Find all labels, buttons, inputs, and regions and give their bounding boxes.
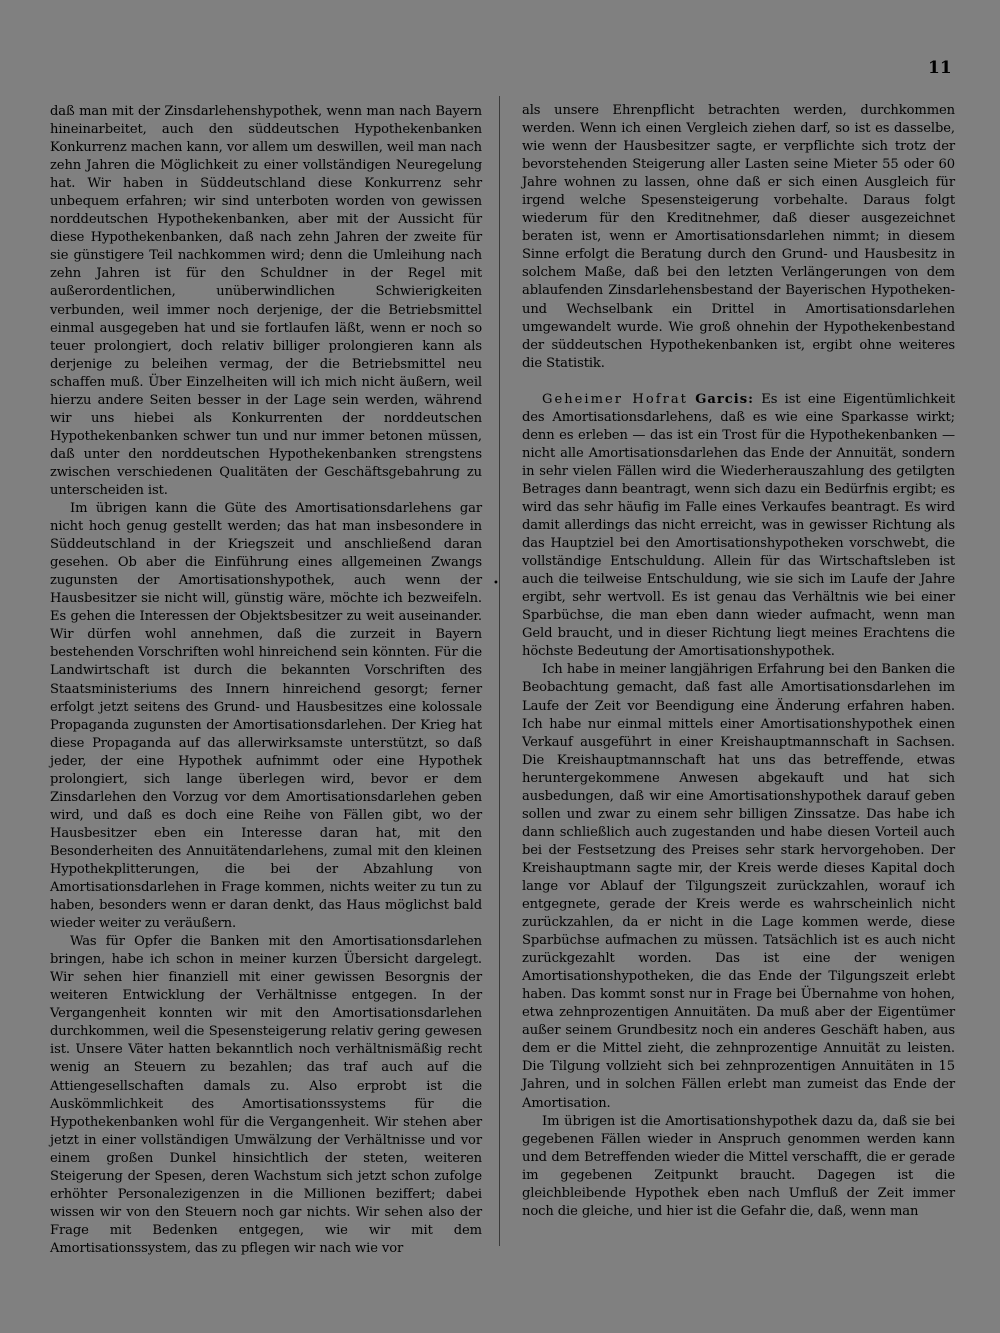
paragraph: Im übrigen kann die Güte des Amortisationsdarlehens gar nicht hoch genug gestellt werden; das hat man insbesondere in Süddeutschland in der Kriegszeit und anschließend daran gesehen. Ob aber die Einführung eines allgemeinen Zwangs zugunsten der Amortisationshypothek, auch wenn der Hausbesitzer sie nicht will, günstig wäre, möchte ich bezweifeln. Es gehen die Interessen der Objektsbesitzer zu weit auseinander. Wir dürfen wohl annehmen, daß die zurzeit in Bayern bestehenden Vorschriften wohl hinreichend sein könnten. Für die Landwirtschaft ist durch die bekannten Vorschriften des Staatsministeriums des Innern hinreichend gesorgt; ferner erfolgt jetzt seitens des Grund- und Hausbesitzes eine kolossale Propaganda zugunsten der Amortisationsdarlehen. Der Krieg hat diese Propaganda auf das allerwirksamste unterstützt, so daß jeder, der eine Hypothek aufnimmt oder eine Hypothek prolongiert, sich lange überlegen wird, bevor er dem Zinsdarlehen den Vorzug vor dem Amortisationsdarlehen geben wird, und daß es doch eine Reihe von Fällen gibt, wo der Hausbesitzer eben ein Interesse daran hat, mit den Besonderheiten des Annuitätendarlehens, zumal mit den kleinen Hypothekplitterungen, die bei der Abzahlung von Amortisationsdarlehen in Frage kommen, nichts weiter zu tun zu haben, besonders wenn er daran denkt, das Haus möglichst bald wieder weiter zu veräußern. <box>50 501 482 932</box>
speaker-name: Garcis: <box>695 391 754 407</box>
paragraph: daß man mit der Zinsdarlehenshypothek, wenn man nach Bayern hineinarbeitet, auch den süddeutschen Hypothekenbanken Konkurrenz machen kann, vor allem um deswillen, weil man nach zehn Jahren die Möglichkeit zu einer vollständigen Neuregelung hat. Wir haben in Süddeutschland diese Konkurrenz sehr unbequem erfahren; wir sind unterboten worden von gewissen norddeutschen Hypothekenbanken, aber mit der Aussicht für diese Hypothekenbanken, daß nach zehn Jahren der zweite für sie günstigere Teil nachkommen wird; denn die Umleihung nach zehn Jahren ist für den Schuldner in der Regel mit außerordentlichen, unüberwindlichen Schwierigkeiten verbunden, weil immer noch derjenige, der die Betriebsmittel einmal ausgegeben hat und sie fortlaufen läßt, wenn er noch so teuer prolongiert, doch relativ billiger prolongieren kann als derjenige zu beleihen vermag, der die Betriebsmittel neu schaffen muß. Über Einzelheiten will ich mich nicht äußern, weil hierzu andere Seiten besser in der Lage sein werden, während wir uns hiebei als Konkurrenten der norddeutschen Hypothekenbanken schwer tun und nur immer betonen müssen, daß unter den norddeutschen Hypothekenbanken strengstens zwischen verschiedenen Qualitäten der Geschäftsgebahrung zu unterscheiden ist. <box>50 104 482 498</box>
paragraph: Ich habe in meiner langjährigen Erfahrung bei den Banken die Beobachtung gemacht, daß fast alle Amortisationsdarlehen im Laufe der Zeit vor Beendigung eine Änderung erfahren haben. Ich habe nur einmal mittels einer Amortisationshypothek einen Verkauf ausgeführt in einer Kreishauptmannschaft in Sachsen. Die Kreishauptmannschaft hat uns das betreffende, etwas heruntergekommene Anwesen abgekauft und hat sich ausbedungen, daß wir eine Amortisationshypothek darauf geben sollen und zwar zu einem sehr billigen Zinssatze. Das habe ich dann schließlich auch zugestanden und habe diesen Vorteil auch bei der Festsetzung des Preises sehr stark hervorgehoben. Der Kreishauptmann sagte mir, der Kreis werde dieses Kapital doch lange vor Ablauf der Tilgungszeit zurückzahlen, worauf ich entgegnete, gerade der Kreis werde es wahrscheinlich nicht zurückzahlen, da er nicht in die Lage kommen werde, diese Sparbüchse aufmachen zu müssen. Tatsächlich ist es auch nicht zurückgezahlt worden. Das ist eine der wenigen Amortisationshypotheken, die das Ende der Tilgungszeit erlebt haben. Das kommt sonst nur in Frage bei Übernahme von hohen, etwa zehnprozentigen Annuitäten. Da muß aber der Eigentümer außer seinem Grundbesitz noch ein anderes Geschäft haben, aus dem er die Mittel zieht, die zehnprozentige Annuität zu leisten. Die Tilgung vollzieht sich bei zehnprozentigen Annuitäten in 15 Jahren, und in solchen Fällen erlebt man zumeist das Ende der Amortisation. <box>522 662 955 1111</box>
left-column <box>50 103 482 1258</box>
speaker-title: Geheimer Hofrat <box>542 391 688 407</box>
page-number: 11 <box>928 58 952 78</box>
speaker-text: Es ist eine Eigentümlichkeit des Amortisationsdarlehens, daß es wie eine Sparkasse wirkt; denn es erleben — das ist ein Trost für die Hypothekenbanken — nicht alle Amortisationsdarlehen das Ende der Annuität, sondern in sehr vielen Fällen wird die Wiederherauszahlung des getilgten Betrages dann beantragt, wenn sich dazu ein Bedürfnis ergibt; es wird das sehr häufig im Falle eines Verkaufes beantragt. Es wird damit allerdings das nicht erreicht, was in gewisser Richtung als das Hauptziel bei den Amortisationshypotheken vorschwebt, die vollständige Entschuldung. Allein für das Wirtschaftsleben ist auch die teilweise Entschuldung, wie sie sich im Laufe der Jahre ergibt, sehr wertvoll. Es ist genau das Verhältnis wie bei einer Sparbüchse, die man eben dann wieder aufmacht, wenn man Geld braucht, und in dieser Richtung liegt meines Erachtens die höchste Bedeutung der Amortisationshypothek. <box>522 391 956 660</box>
margin-mark: • <box>493 578 499 589</box>
paragraph: Im übrigen ist die Amortisationshypothek dazu da, daß sie bei gegebenen Fällen wieder in Anspruch genommen werden kann und dem Betreffenden wieder die Mittel verschafft, die er gerade im gegebenen Zeitpunkt braucht. Dagegen ist die gleichbleibende Hypothek eben nach Umfluß der Zeit immer noch die gleiche, und hier ist die Gefahr die, daß, wenn man <box>522 1113 955 1219</box>
right-column <box>522 102 955 1221</box>
speaker-paragraph <box>522 391 955 662</box>
column-divider <box>499 96 500 1246</box>
paragraph: als unsere Ehrenpflicht betrachten werden, durchkommen werden. Wenn ich einen Vergleich ziehen darf, so ist es dasselbe, wie wenn der Hausbesitzer sagte, er verpflichte sich trotz der bevorstehenden Steigerung aller Lasten seine Mieter 55 oder 60 Jahre wohnen zu lassen, ohne daß er sich einen Ausgleich für irgend welche Spesensteigerung vorbehalte. Daraus folgt wiederum für den Kreditnehmer, daß dieser ausgezeichnet beraten ist, wenn er Amortisationsdarlehen nimmt; in diesem Sinne erfolgt die Beratung durch den Grund- und Hausbesitz in solchem Maße, daß bei den letzten Verlängerungen von dem ablaufenden Zinsdarlehensbestand der Bayerischen Hypotheken- und Wechselbank ein Drittel in Amortisationsdarlehen umgewandelt wurde. Wie groß ohnehin der Hypothekenbestand der süddeutschen Hypothekenbanken ist, ergibt ohne weiteres die Statistik. <box>522 103 955 371</box>
paragraph: Was für Opfer die Banken mit den Amortisationsdarlehen bringen, habe ich schon in meiner kurzen Übersicht dargelegt. Wir sehen hier finanziell mit einer gewissen Besorgnis der weiteren Entwicklung der Verhältnisse entgegen. In der Vergangenheit konnten wir mit den Amortisationsdarlehen durchkommen, weil die Spesensteigerung relativ gering gewesen ist. Unsere Väter hatten bekanntlich noch verhältnismäßig recht wenig an Steuern zu bezahlen; das traf auch auf die Attiengesellschaften damals zu. Also erprobt ist die Auskömmlichkeit des Amortisationssystems für die Hypothekenbanken wohl für die Vergangenheit. Wir stehen aber jetzt in einer vollständigen Umwälzung der Verhältnisse und vor einem großen Dunkel hinsichtlich der steten, weiteren Steigerung der Spesen, deren Wachstum sich jetzt schon zufolge erhöhter Personalezigenzen in die Millionen beziffert; dabei wissen wir von den Steuern noch gar nichts. Wir sehen also der Frage mit Bedenken entgegen, wie wir mit dem Amortisationssystem, das zu pflegen wir nach wie vor <box>50 934 482 1256</box>
